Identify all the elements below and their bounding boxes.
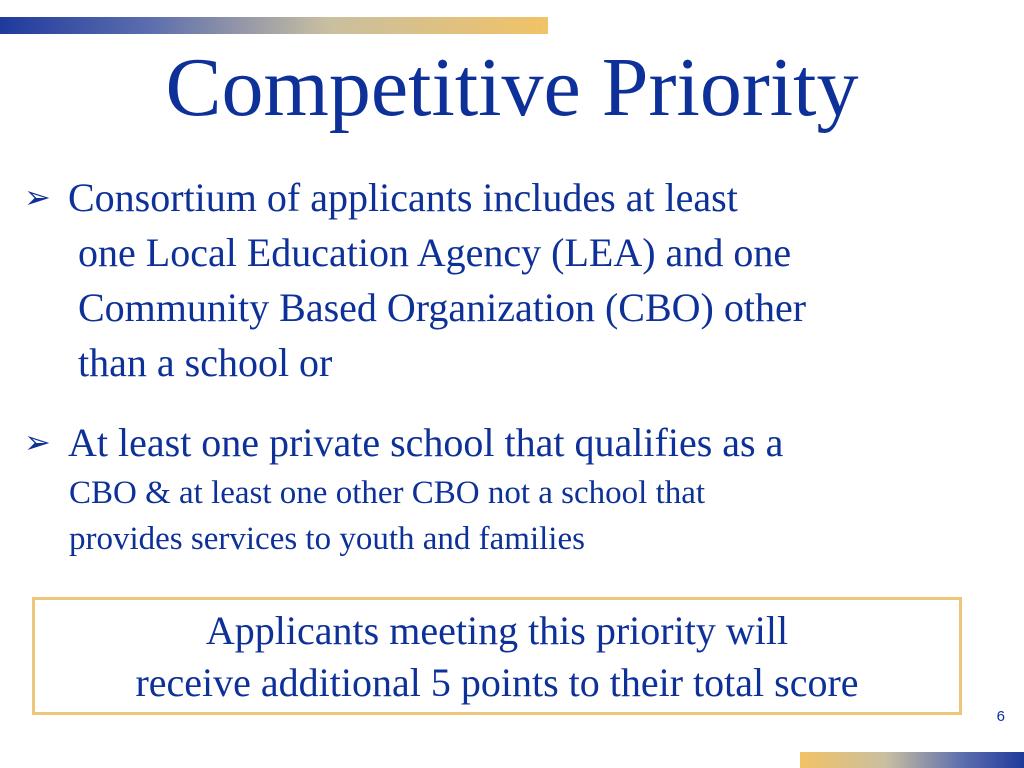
callout-line: Applicants meeting this priority will [205,608,789,653]
bullet-private-school [24,415,984,562]
slide-title: Competitive Priority [165,41,859,134]
bullet-line: than a school or [78,340,333,385]
callout-line: receive additional 5 points to their total score [135,660,859,705]
bullet-line: Consortium of applicants includes at least [68,175,738,220]
arrow-bullet-icon: ➢ [24,423,51,461]
bullet-line: At least one private school that qualifies as a [68,420,784,465]
arrow-bullet-icon: ➢ [24,178,51,216]
bullet-line: CBO & at least one other CBO not a school that [69,475,706,511]
bullet-consortium [24,170,1004,390]
bullet-line: provides services to youth and families [69,521,585,557]
bottom-decorative-bar [800,752,1024,768]
bullet-line: Community Based Organization (CBO) other [78,285,807,330]
top-decorative-bar [0,17,548,34]
page-number: 6 [996,708,1005,725]
bullet-line: one Local Education Agency (LEA) and one [78,230,792,275]
bullet-first-line [24,415,984,470]
callout-box [32,597,962,715]
